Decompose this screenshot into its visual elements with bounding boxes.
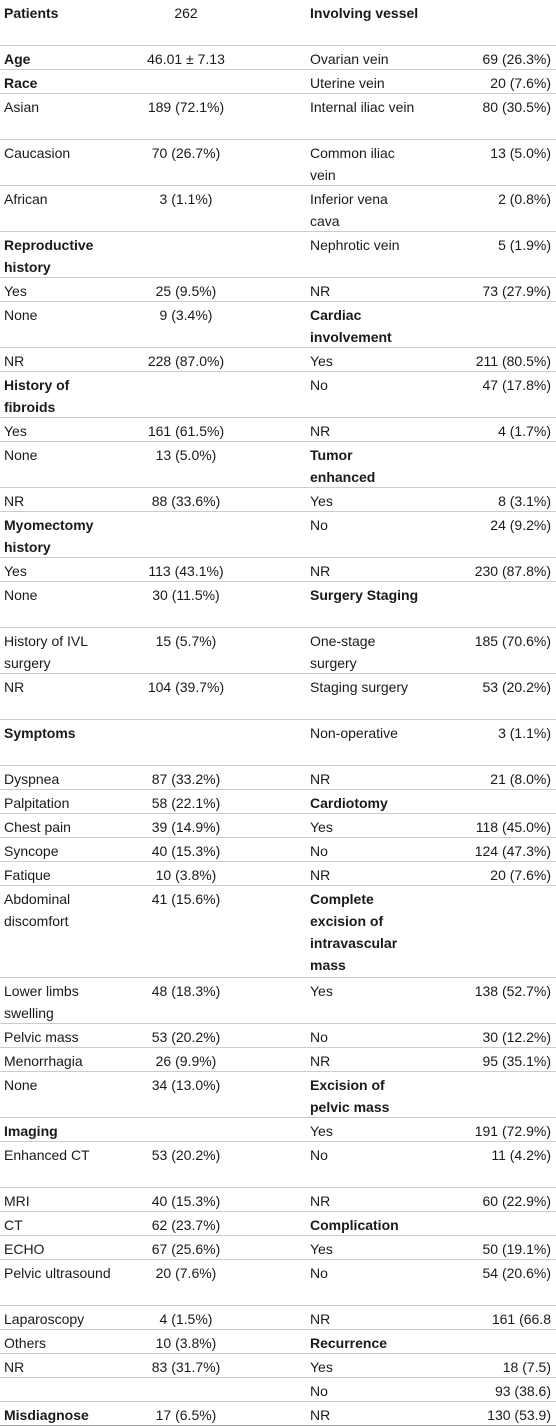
row-label: None: [4, 447, 38, 463]
row-value: 262: [174, 5, 198, 21]
row-value: 4 (1.5%): [159, 1311, 213, 1327]
row-label-right: Yes: [310, 983, 333, 999]
row-value: 189 (72.1%): [147, 99, 225, 115]
row-label: Syncope: [4, 843, 59, 859]
row-value: 53 (20.2%): [151, 1029, 221, 1045]
row-label-right: Yes: [310, 493, 333, 509]
row-label: NR: [4, 1359, 25, 1375]
table-row: [0, 886, 556, 978]
row-value-right: 60 (22.9%): [482, 1193, 551, 1209]
row-value-right: 47 (17.8%): [482, 377, 551, 393]
table-row: [0, 488, 556, 512]
row-label-right: Tumor enhanced: [310, 447, 376, 485]
row-label: Dyspnea: [4, 771, 60, 787]
row-label-right: No: [310, 843, 328, 859]
row-label: Asian: [4, 99, 40, 115]
row-value: 41 (15.6%): [151, 891, 221, 907]
table-row: [0, 674, 556, 720]
row-label: NR: [4, 679, 25, 695]
row-label-right: Staging surgery: [310, 679, 409, 695]
table-row: [0, 0, 556, 46]
row-value: 13 (5.0%): [155, 447, 217, 463]
row-value-right: 11 (4.2%): [491, 1147, 551, 1163]
table-row: [0, 94, 556, 140]
row-label: NR: [4, 493, 25, 509]
row-value: 10 (3.8%): [155, 1335, 217, 1351]
row-label-right: No: [310, 1147, 328, 1163]
table-row: [0, 442, 556, 488]
row-label-right: Surgery Staging: [310, 587, 419, 603]
row-value: 9 (3.4%): [159, 307, 213, 323]
row-value: 17 (6.5%): [155, 1407, 217, 1423]
row-value-right: 230 (87.8%): [474, 563, 551, 579]
table-row: [0, 558, 556, 582]
row-label: Laparoscopy: [4, 1311, 85, 1327]
row-label: Palpitation: [4, 795, 70, 811]
row-value-right: 5 (1.9%): [498, 237, 551, 253]
row-label-right: NR: [310, 563, 331, 579]
row-value: 30 (11.5%): [152, 587, 220, 603]
row-value: 20 (7.6%): [155, 1265, 217, 1281]
row-label: Enhanced CT: [4, 1147, 90, 1163]
table-row: [0, 978, 556, 1024]
row-value-right: 8 (3.1%): [498, 493, 551, 509]
row-value-right: 191 (72.9%): [474, 1123, 551, 1139]
row-label-right: NR: [310, 283, 331, 299]
row-label-right: Inferior vena cava: [310, 191, 388, 229]
row-label: CT: [4, 1217, 23, 1233]
row-value: 34 (13.0%): [151, 1077, 221, 1093]
table-row: [0, 1212, 556, 1236]
row-label: Pelvic ultrasound: [4, 1265, 111, 1281]
row-label: History of IVL surgery: [4, 633, 88, 671]
table-row: [0, 302, 556, 348]
table-row: [0, 1118, 556, 1142]
row-value-right: 95 (35.1%): [482, 1053, 551, 1069]
row-label-right: No: [310, 1265, 328, 1281]
table-row: [0, 766, 556, 790]
row-value-right: 211 (80.5%): [475, 353, 551, 369]
row-label-right: NR: [310, 1311, 331, 1327]
row-label: Imaging: [4, 1123, 58, 1139]
row-value-right: 50 (19.1%): [482, 1241, 551, 1257]
row-value: 161 (61.5%): [147, 423, 225, 439]
row-label: Symptoms: [4, 725, 76, 741]
row-value: 53 (20.2%): [151, 1147, 221, 1163]
table-row: [0, 1354, 556, 1378]
row-label-right: Non-operative: [310, 725, 398, 741]
row-value-right: 69 (26.3%): [482, 51, 551, 67]
table-row: [0, 1236, 556, 1260]
table-row: [0, 720, 556, 766]
table-row: [0, 1306, 556, 1330]
row-label-right: NR: [310, 1053, 331, 1069]
row-value: 83 (31.7%): [151, 1359, 221, 1375]
row-label-right: Cardiac involvement: [310, 307, 392, 345]
row-label: Myomectomy history: [4, 517, 94, 555]
table-row: [0, 1024, 556, 1048]
row-value: 25 (9.5%): [155, 283, 217, 299]
row-label-right: Common iliac vein: [310, 145, 395, 183]
row-label: None: [4, 1077, 38, 1093]
row-label-right: Involving vessel: [310, 5, 419, 21]
table-row: [0, 186, 556, 232]
row-label: Caucasion: [4, 145, 71, 161]
row-label-right: NR: [310, 1193, 331, 1209]
table-row: [0, 628, 556, 674]
table-row: [0, 1402, 556, 1426]
row-label: Patients: [4, 5, 59, 21]
row-label-right: No: [310, 377, 328, 393]
row-label: Fatique: [4, 867, 51, 883]
row-label-right: NR: [310, 1407, 331, 1423]
row-value: 113 (43.1%): [148, 563, 224, 579]
row-value-right: 3 (1.1%): [498, 725, 551, 741]
row-value-right: 2 (0.8%): [498, 191, 551, 207]
table-row: [0, 1142, 556, 1188]
row-label-right: Ovarian vein: [310, 51, 389, 67]
row-label: Reproductive history: [4, 237, 94, 275]
table-row: [0, 814, 556, 838]
row-value: 62 (23.7%): [151, 1217, 221, 1233]
row-value: 15 (5.7%): [155, 633, 217, 649]
row-label-right: Yes: [310, 1359, 333, 1375]
row-label: None: [4, 307, 38, 323]
row-value-right: 118 (45.0%): [475, 819, 551, 835]
row-value: 104 (39.7%): [147, 679, 225, 695]
row-label: Lower limbs swelling: [4, 983, 79, 1021]
table-row: [0, 512, 556, 558]
row-value: 228 (87.0%): [147, 353, 225, 369]
row-label-right: One-stage surgery: [310, 633, 376, 671]
row-value-right: 20 (7.6%): [490, 867, 551, 883]
table-row: [0, 1048, 556, 1072]
row-label: Age: [4, 51, 31, 67]
row-label: Abdominal discomfort: [4, 891, 71, 929]
row-label-right: NR: [310, 423, 331, 439]
row-label-right: Internal iliac vein: [310, 99, 415, 115]
table-row: [0, 70, 556, 94]
row-label-right: NR: [310, 867, 331, 883]
row-label: Yes: [4, 283, 27, 299]
row-label: ECHO: [4, 1241, 45, 1257]
table-row: [0, 862, 556, 886]
row-label-right: Yes: [310, 1123, 333, 1139]
row-label-right: Excision of pelvic mass: [310, 1077, 390, 1115]
table-row: [0, 1072, 556, 1118]
table-row: [0, 1330, 556, 1354]
row-label: Yes: [4, 563, 27, 579]
row-value: 3 (1.1%): [159, 191, 213, 207]
row-value-right: 80 (30.5%): [482, 99, 551, 115]
row-value: 39 (14.9%): [151, 819, 221, 835]
row-label: Menorrhagia: [4, 1053, 83, 1069]
row-value-right: 138 (52.7%): [474, 983, 551, 999]
row-label: African: [4, 191, 48, 207]
row-value-right: 21 (8.0%): [490, 771, 551, 787]
row-value-right: 73 (27.9%): [482, 283, 551, 299]
row-label: MRI: [4, 1193, 30, 1209]
row-label-right: Uterine vein: [310, 75, 385, 91]
row-label: Chest pain: [4, 819, 71, 835]
row-value: 40 (15.3%): [151, 843, 221, 859]
row-label: Yes: [4, 423, 27, 439]
table-row: [0, 46, 556, 70]
row-label-right: Cardiotomy: [310, 795, 388, 811]
table-row: [0, 790, 556, 814]
row-value: 87 (33.2%): [151, 771, 221, 787]
row-value-right: 124 (47.3%): [474, 843, 551, 859]
row-label-right: Nephrotic vein: [310, 237, 400, 253]
table-row: [0, 1188, 556, 1212]
row-value: 46.01 ± 7.13: [147, 51, 225, 67]
row-label: None: [4, 587, 38, 603]
row-value-right: 185 (70.6%): [474, 633, 551, 649]
row-label-right: Recurrence: [310, 1335, 388, 1351]
row-value-right: 20 (7.6%): [490, 75, 551, 91]
row-value: 40 (15.3%): [151, 1193, 221, 1209]
table-row: [0, 1378, 556, 1402]
row-value-right: 161 (66.8: [491, 1311, 551, 1327]
row-label: NR: [4, 353, 25, 369]
table-row: [0, 1260, 556, 1306]
row-value: 70 (26.7%): [151, 145, 221, 161]
row-value-right: 93 (38.6): [494, 1383, 551, 1399]
table-row: [0, 418, 556, 442]
table-row: [0, 232, 556, 278]
row-value-right: 130 (53.9): [487, 1407, 551, 1423]
table-row: [0, 582, 556, 628]
row-value: 26 (9.9%): [155, 1053, 217, 1069]
row-label-right: Yes: [310, 1241, 333, 1257]
row-value-right: 18 (7.5): [502, 1359, 551, 1375]
row-label-right: NR: [310, 771, 331, 787]
row-label: History of fibroids: [4, 377, 70, 415]
row-label-right: No: [310, 1383, 328, 1399]
row-value-right: 4 (1.7%): [498, 423, 551, 439]
row-value-right: 53 (20.2%): [482, 679, 551, 695]
row-value-right: 54 (20.6%): [482, 1265, 551, 1281]
row-value: 88 (33.6%): [151, 493, 221, 509]
row-value-right: 30 (12.2%): [482, 1029, 551, 1045]
row-label-right: No: [310, 1029, 328, 1045]
row-label-right: Complication: [310, 1217, 399, 1233]
table-row: [0, 140, 556, 186]
row-value: 67 (25.6%): [151, 1241, 221, 1257]
row-value-right: 13 (5.0%): [490, 145, 551, 161]
row-label: Misdiagnose: [4, 1407, 89, 1423]
table-row: [0, 372, 556, 418]
table-row: [0, 278, 556, 302]
row-value: 48 (18.3%): [151, 983, 221, 999]
row-value-right: 24 (9.2%): [490, 517, 551, 533]
row-label-right: Complete excision of intravascular mass: [310, 891, 398, 973]
table-row: [0, 348, 556, 372]
row-value: 58 (22.1%): [151, 795, 221, 811]
row-label: Others: [4, 1335, 47, 1351]
row-label-right: Yes: [310, 819, 333, 835]
row-label-right: Yes: [310, 353, 333, 369]
row-label: Pelvic mass: [4, 1029, 79, 1045]
row-label: Race: [4, 75, 38, 91]
row-label-right: No: [310, 517, 328, 533]
row-value: 10 (3.8%): [155, 867, 217, 883]
table-row: [0, 838, 556, 862]
